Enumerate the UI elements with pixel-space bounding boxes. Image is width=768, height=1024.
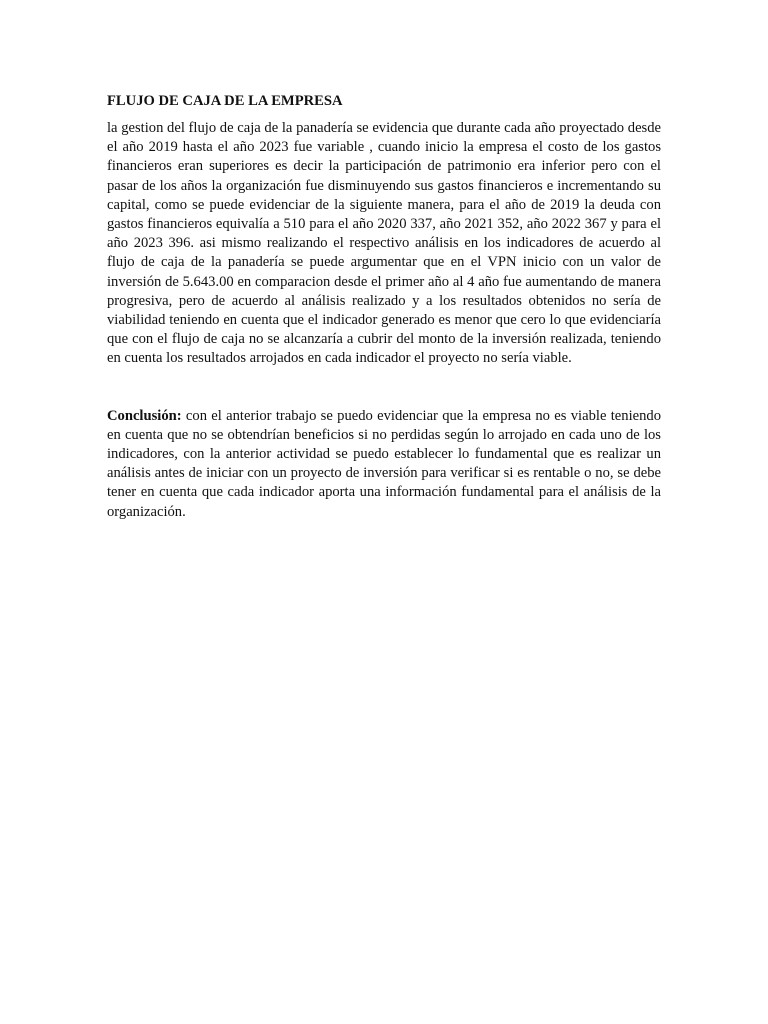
conclusion-paragraph (107, 407, 661, 522)
paragraph-spacer (107, 369, 661, 407)
conclusion-label: Conclusión: (107, 407, 182, 424)
body-paragraph: la gestion del flujo de caja de la panadería se evidencia que durante cada año proyectado desde el año 2019 hasta el año 2023 fue variable , cuando inicio la empresa el costo de los gastos financieros eran superiores es decir la participación de patrimonio era inferior pero con el pasar de los años la organización fue disminuyendo sus gastos financieros e incrementando su capital, como se puede evidenciar de la siguiente manera, para el año de 2019 la deuda con gastos financieros equivalía a 510 para el año 2020 337, año 2021 352, año 2022 367 y para el año 2023 396. asi mismo realizando el respectivo análisis en los indicadores de acuerdo al flujo de caja de la panadería se puede argumentar que en el VPN inicio con un valor de inversión de 5.643.00 en comparacion desde el primer año al 4 año fue aumentando de manera progresiva, pero de acuerdo al análisis realizado y a los resultados obtenidos no sería de viabilidad teniendo en cuenta que el indicador generado es menor que cero lo que evidenciaría que con el flujo de caja no se alcanzaría a cubrir del monto de la inversión realizada, teniendo en cuenta los resultados arrojados en cada indicador el proyecto no sería viable. (107, 120, 661, 367)
conclusion-text: con el anterior trabajo se puedo evidenciar que la empresa no es viable teniendo en cuenta que no se obtendrían beneficios si no perdidas según lo arrojado en cada uno de los indicadores, con la anterior actividad se puedo establecer lo fundamental que es realizar un análisis antes de iniciar con un proyecto de inversión para verificar si es rentable o no, se debe tener en cuenta que cada indicador aporta una información fundamental para el análisis de la organización. (107, 407, 661, 520)
document-content (107, 92, 661, 522)
document-title: FLUJO DE CAJA DE LA EMPRESA (107, 93, 343, 109)
